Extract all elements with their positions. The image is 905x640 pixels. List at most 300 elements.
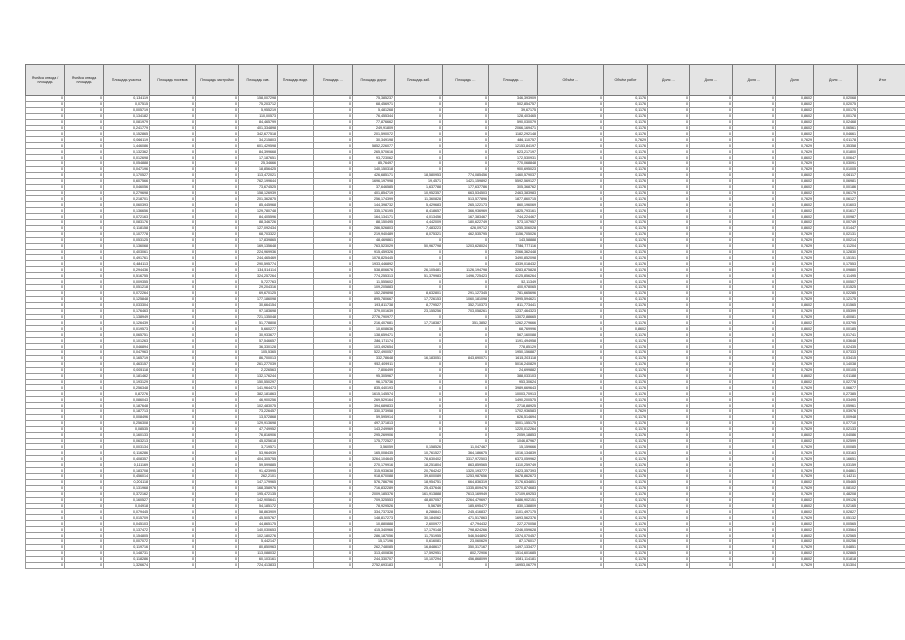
- table-cell[interactable]: 0: [196, 243, 239, 249]
- table-cell[interactable]: 0: [26, 385, 65, 391]
- table-cell[interactable]: 0: [648, 355, 690, 361]
- table-cell[interactable]: 0,02068: [814, 96, 858, 102]
- table-cell[interactable]: 0: [690, 149, 733, 155]
- table-cell[interactable]: 0: [443, 125, 489, 131]
- table-cell[interactable]: 0: [65, 503, 104, 509]
- table-cell[interactable]: 262,2101: [239, 474, 278, 480]
- table-cell[interactable]: 0: [538, 166, 604, 172]
- table-cell[interactable]: 0: [314, 367, 353, 373]
- table-cell[interactable]: 0,06179: [814, 190, 858, 196]
- table-cell[interactable]: 0: [150, 137, 196, 143]
- table-cell[interactable]: 0: [65, 113, 104, 119]
- table-cell[interactable]: 0: [26, 391, 65, 397]
- table-cell[interactable]: 0: [395, 385, 443, 391]
- table-cell[interactable]: 0: [150, 113, 196, 119]
- table-cell[interactable]: 1182,292148: [489, 131, 538, 137]
- table-cell[interactable]: 0: [150, 444, 196, 450]
- table-cell[interactable]: 0: [26, 503, 65, 509]
- table-cell[interactable]: 0,7629: [776, 444, 814, 450]
- table-cell[interactable]: 0,1176: [604, 149, 648, 155]
- column-header[interactable]: Площадь водн.: [278, 65, 314, 96]
- table-cell[interactable]: 0: [196, 503, 239, 509]
- table-cell[interactable]: 0: [65, 385, 104, 391]
- table-cell[interactable]: 0: [150, 491, 196, 497]
- table-cell[interactable]: 0: [26, 379, 65, 385]
- table-cell[interactable]: 8,418657: [395, 208, 443, 214]
- table-cell[interactable]: 93,723062: [353, 155, 395, 161]
- table-cell[interactable]: 0,7629: [776, 296, 814, 302]
- table-cell[interactable]: 167,383467: [443, 214, 489, 220]
- table-cell[interactable]: 0: [26, 290, 65, 296]
- table-cell[interactable]: 0: [648, 556, 690, 562]
- table-cell[interactable]: 0: [26, 367, 65, 373]
- table-cell[interactable]: 0: [314, 373, 353, 379]
- table-cell[interactable]: 0: [314, 184, 353, 190]
- table-cell[interactable]: 0,1176: [604, 261, 648, 267]
- table-cell[interactable]: 0: [733, 261, 776, 267]
- table-cell[interactable]: 0: [26, 491, 65, 497]
- table-cell[interactable]: 0: [690, 527, 733, 533]
- table-cell[interactable]: 245,416837: [443, 509, 489, 515]
- table-cell[interactable]: 0: [538, 155, 604, 161]
- table-cell[interactable]: 394,689833: [353, 403, 395, 409]
- table-cell[interactable]: 0,8602: [776, 107, 814, 113]
- table-cell[interactable]: 0: [648, 373, 690, 379]
- table-cell[interactable]: 0: [314, 113, 353, 119]
- table-cell[interactable]: 0: [196, 450, 239, 456]
- table-cell[interactable]: 84,399668: [239, 149, 278, 155]
- table-cell[interactable]: 0,1176: [604, 143, 648, 149]
- table-cell[interactable]: 0,8602: [776, 320, 814, 326]
- table-cell[interactable]: 0: [538, 338, 604, 344]
- table-cell[interactable]: 0: [26, 225, 65, 231]
- table-cell[interactable]: 0: [538, 367, 604, 373]
- table-cell[interactable]: 0: [26, 450, 65, 456]
- table-cell[interactable]: 0,484113: [104, 261, 150, 267]
- table-cell[interactable]: 16,183051: [395, 355, 443, 361]
- table-cell[interactable]: 0: [196, 426, 239, 432]
- table-cell[interactable]: 0: [690, 438, 733, 444]
- table-cell[interactable]: 0,1176: [604, 533, 648, 539]
- table-cell[interactable]: 0,09126: [814, 497, 858, 503]
- table-cell[interactable]: 17,187651: [239, 155, 278, 161]
- table-cell[interactable]: 0: [690, 285, 733, 291]
- table-cell[interactable]: 0: [443, 107, 489, 113]
- table-cell[interactable]: 388,033103: [489, 373, 538, 379]
- table-cell[interactable]: 0: [26, 426, 65, 432]
- table-cell[interactable]: 0,1176: [604, 474, 648, 480]
- table-cell[interactable]: 0,05132: [814, 515, 858, 521]
- table-cell[interactable]: 30,184062: [395, 515, 443, 521]
- table-cell[interactable]: 0: [690, 96, 733, 102]
- table-cell[interactable]: 0,04661: [814, 131, 858, 137]
- table-cell[interactable]: 0: [196, 155, 239, 161]
- table-cell[interactable]: 703,058261: [443, 308, 489, 314]
- table-cell[interactable]: 0,1176: [604, 521, 648, 527]
- table-cell[interactable]: 0: [538, 550, 604, 556]
- table-cell[interactable]: 0,7629: [776, 474, 814, 480]
- table-cell[interactable]: 0,01005: [814, 166, 858, 172]
- table-cell[interactable]: 0,03415: [814, 355, 858, 361]
- table-cell[interactable]: 0,1176: [604, 107, 648, 113]
- table-cell[interactable]: 0,1176: [604, 367, 648, 373]
- table-cell[interactable]: 0: [690, 556, 733, 562]
- table-cell[interactable]: 0: [150, 485, 196, 491]
- table-cell[interactable]: 0,8602: [776, 225, 814, 231]
- table-cell[interactable]: 0: [150, 160, 196, 166]
- table-cell[interactable]: 0: [150, 544, 196, 550]
- table-cell[interactable]: 0,1176: [604, 503, 648, 509]
- table-cell[interactable]: 0: [690, 107, 733, 113]
- table-cell[interactable]: 0,8602: [776, 302, 814, 308]
- table-cell[interactable]: 0: [733, 456, 776, 462]
- table-cell[interactable]: 0: [733, 178, 776, 184]
- table-cell[interactable]: 0: [65, 196, 104, 202]
- table-cell[interactable]: 0: [690, 243, 733, 249]
- table-cell[interactable]: 0: [648, 444, 690, 450]
- table-cell[interactable]: 0: [196, 214, 239, 220]
- table-cell[interactable]: 0: [395, 285, 443, 291]
- table-cell[interactable]: 0: [690, 231, 733, 237]
- table-cell[interactable]: 0: [196, 285, 239, 291]
- table-cell[interactable]: 172,530931: [489, 155, 538, 161]
- table-cell[interactable]: 59,599885: [239, 462, 278, 468]
- table-cell[interactable]: 0: [443, 285, 489, 291]
- table-cell[interactable]: 30,349198: [353, 137, 395, 143]
- table-cell[interactable]: 0,1176: [604, 196, 648, 202]
- table-cell[interactable]: 0: [733, 155, 776, 161]
- table-cell[interactable]: 0: [395, 125, 443, 131]
- table-cell[interactable]: 23,060629: [443, 538, 489, 544]
- table-cell[interactable]: 0: [648, 243, 690, 249]
- table-cell[interactable]: 0,1176: [604, 361, 648, 367]
- table-cell[interactable]: 0,7629: [776, 308, 814, 314]
- table-cell[interactable]: 0: [65, 450, 104, 456]
- table-cell[interactable]: 0: [65, 214, 104, 220]
- table-cell[interactable]: 1702,936583: [489, 409, 538, 415]
- table-cell[interactable]: 0: [314, 302, 353, 308]
- table-cell[interactable]: 1081,114181: [489, 556, 538, 562]
- table-cell[interactable]: 0: [196, 202, 239, 208]
- table-cell[interactable]: 0,033304: [104, 302, 150, 308]
- table-cell[interactable]: 0,7629: [776, 349, 814, 355]
- table-cell[interactable]: 109,205883: [353, 285, 395, 291]
- table-cell[interactable]: 0: [196, 290, 239, 296]
- table-cell[interactable]: 5592,569127: [489, 178, 538, 184]
- table-cell[interactable]: 0,1176: [604, 160, 648, 166]
- table-cell[interactable]: 0: [65, 237, 104, 243]
- table-cell[interactable]: 193,811738: [353, 302, 395, 308]
- table-cell[interactable]: 0,02285: [814, 290, 858, 296]
- table-cell[interactable]: 0: [648, 96, 690, 102]
- table-cell[interactable]: 0: [150, 178, 196, 184]
- table-cell[interactable]: 0: [395, 426, 443, 432]
- table-cell[interactable]: 0: [314, 237, 353, 243]
- table-cell[interactable]: 0: [733, 438, 776, 444]
- table-cell[interactable]: 0: [733, 397, 776, 403]
- table-cell[interactable]: 0: [648, 403, 690, 409]
- table-cell[interactable]: 0: [65, 231, 104, 237]
- table-cell[interactable]: 0: [733, 432, 776, 438]
- table-cell[interactable]: 2776,790977: [353, 314, 395, 320]
- table-cell[interactable]: 0,101263: [104, 338, 150, 344]
- table-cell[interactable]: 0,294436: [104, 267, 150, 273]
- table-cell[interactable]: 148,817273: [353, 515, 395, 521]
- table-cell[interactable]: 0: [443, 385, 489, 391]
- table-cell[interactable]: 0,1176: [604, 491, 648, 497]
- table-cell[interactable]: 0: [648, 125, 690, 131]
- table-cell[interactable]: 0: [150, 290, 196, 296]
- table-cell[interactable]: 0: [314, 391, 353, 397]
- table-cell[interactable]: 0,7629: [776, 166, 814, 172]
- table-cell[interactable]: 0,1176: [604, 131, 648, 137]
- table-cell[interactable]: 1825,793161: [489, 208, 538, 214]
- table-cell[interactable]: 0: [196, 125, 239, 131]
- table-cell[interactable]: 1,326674: [104, 562, 150, 568]
- table-cell[interactable]: 0: [314, 432, 353, 438]
- table-cell[interactable]: 0: [196, 273, 239, 279]
- table-cell[interactable]: 0,8602: [776, 131, 814, 137]
- table-cell[interactable]: 0: [648, 302, 690, 308]
- table-cell[interactable]: 835,440193: [353, 385, 395, 391]
- table-cell[interactable]: 0: [648, 527, 690, 533]
- table-cell[interactable]: 0: [538, 208, 604, 214]
- table-cell[interactable]: 25,34666: [239, 160, 278, 166]
- table-cell[interactable]: 0: [65, 172, 104, 178]
- table-cell[interactable]: 0,14211: [814, 474, 858, 480]
- table-cell[interactable]: 0: [690, 361, 733, 367]
- table-cell[interactable]: 1126,194798: [443, 267, 489, 273]
- table-cell[interactable]: 0,1176: [604, 113, 648, 119]
- table-cell[interactable]: 860,196069: [489, 202, 538, 208]
- table-cell[interactable]: 0: [150, 479, 196, 485]
- table-cell[interactable]: 0: [65, 166, 104, 172]
- table-cell[interactable]: 0: [150, 196, 196, 202]
- table-cell[interactable]: 0,1176: [604, 426, 648, 432]
- table-cell[interactable]: 0: [65, 474, 104, 480]
- table-cell[interactable]: 0: [65, 414, 104, 420]
- table-cell[interactable]: 60,103161: [239, 556, 278, 562]
- table-cell[interactable]: 0: [443, 373, 489, 379]
- table-cell[interactable]: 0: [150, 361, 196, 367]
- table-cell[interactable]: 0: [648, 137, 690, 143]
- table-cell[interactable]: 0: [65, 125, 104, 131]
- table-cell[interactable]: 0: [26, 237, 65, 243]
- table-cell[interactable]: 18,954751: [395, 479, 443, 485]
- table-cell[interactable]: 10,608636: [353, 326, 395, 332]
- table-cell[interactable]: 0,176463: [104, 308, 150, 314]
- table-cell[interactable]: 0: [314, 178, 353, 184]
- table-cell[interactable]: 0: [314, 426, 353, 432]
- table-cell[interactable]: 0: [648, 332, 690, 338]
- table-cell[interactable]: 0: [65, 497, 104, 503]
- table-cell[interactable]: 0: [690, 172, 733, 178]
- table-cell[interactable]: 0: [314, 385, 353, 391]
- table-cell[interactable]: 0: [690, 214, 733, 220]
- table-cell[interactable]: 5,56789: [395, 503, 443, 509]
- table-cell[interactable]: 0: [314, 456, 353, 462]
- table-cell[interactable]: 0: [65, 438, 104, 444]
- table-cell[interactable]: 0: [314, 338, 353, 344]
- table-cell[interactable]: 219,940489: [353, 231, 395, 237]
- table-cell[interactable]: 0: [538, 538, 604, 544]
- table-cell[interactable]: 0,1176: [604, 562, 648, 568]
- table-cell[interactable]: 0: [690, 208, 733, 214]
- table-cell[interactable]: 0,02468: [814, 119, 858, 125]
- table-cell[interactable]: 150,550297: [239, 379, 278, 385]
- table-cell[interactable]: 7,483223: [395, 225, 443, 231]
- table-cell[interactable]: [278, 562, 314, 568]
- table-cell[interactable]: 0: [65, 420, 104, 426]
- table-cell[interactable]: 265,570616: [353, 149, 395, 155]
- table-cell[interactable]: 0,1176: [604, 320, 648, 326]
- table-cell[interactable]: 0: [395, 338, 443, 344]
- table-cell[interactable]: 0: [538, 119, 604, 125]
- table-cell[interactable]: 1335,809476: [443, 485, 489, 491]
- table-cell[interactable]: 0: [150, 521, 196, 527]
- table-cell[interactable]: 0,51304: [814, 562, 858, 568]
- table-cell[interactable]: 0: [314, 214, 353, 220]
- table-cell[interactable]: 37,646585: [353, 184, 395, 190]
- table-cell[interactable]: 0,7629: [776, 344, 814, 350]
- table-cell[interactable]: 0,1176: [604, 349, 648, 355]
- column-header[interactable]: Площадь участка: [104, 65, 150, 96]
- table-cell[interactable]: 0: [443, 149, 489, 155]
- table-cell[interactable]: 1203,628024: [443, 243, 489, 249]
- table-cell[interactable]: 0: [26, 261, 65, 267]
- table-cell[interactable]: 401,854719: [353, 190, 395, 196]
- table-cell[interactable]: 0: [733, 196, 776, 202]
- table-cell[interactable]: 0: [314, 562, 353, 568]
- table-cell[interactable]: 0: [314, 296, 353, 302]
- table-cell[interactable]: 103,492654: [353, 344, 395, 350]
- table-cell[interactable]: 0: [314, 550, 353, 556]
- table-cell[interactable]: 0: [733, 166, 776, 172]
- table-cell[interactable]: 0: [196, 96, 239, 102]
- table-cell[interactable]: 0: [690, 533, 733, 539]
- table-cell[interactable]: 332,78648: [353, 355, 395, 361]
- table-cell[interactable]: 0: [443, 96, 489, 102]
- table-cell[interactable]: 2752,693183: [353, 562, 395, 568]
- table-cell[interactable]: 0: [314, 279, 353, 285]
- table-cell[interactable]: 0: [443, 414, 489, 420]
- table-cell[interactable]: 0,8602: [776, 556, 814, 562]
- table-cell[interactable]: 0: [443, 438, 489, 444]
- table-cell[interactable]: 0,137472: [104, 527, 150, 533]
- table-cell[interactable]: 0: [538, 503, 604, 509]
- table-cell[interactable]: 95,305967: [353, 373, 395, 379]
- table-cell[interactable]: 0: [648, 208, 690, 214]
- table-cell[interactable]: 0: [26, 178, 65, 184]
- table-cell[interactable]: 0,7629: [776, 261, 814, 267]
- table-cell[interactable]: 0,1176: [604, 332, 648, 338]
- table-cell[interactable]: 68,769996: [489, 326, 538, 332]
- table-cell[interactable]: 0,00186: [814, 184, 858, 190]
- table-cell[interactable]: 0,11495: [814, 273, 858, 279]
- table-cell[interactable]: 0,148731: [104, 550, 150, 556]
- table-cell[interactable]: 0: [196, 444, 239, 450]
- table-cell[interactable]: 0: [150, 302, 196, 308]
- table-cell[interactable]: 0: [26, 515, 65, 521]
- table-cell[interactable]: 1255,306028: [489, 225, 538, 231]
- table-cell[interactable]: 0: [690, 202, 733, 208]
- table-cell[interactable]: 0: [314, 497, 353, 503]
- table-cell[interactable]: 0: [648, 397, 690, 403]
- table-cell[interactable]: 0: [443, 409, 489, 415]
- table-cell[interactable]: 3,56059: [353, 444, 395, 450]
- table-cell[interactable]: 0: [690, 355, 733, 361]
- column-header[interactable]: Доля: [776, 65, 814, 96]
- table-cell[interactable]: 0,00214: [814, 237, 858, 243]
- table-cell[interactable]: 0: [26, 521, 65, 527]
- table-cell[interactable]: 0,1176: [604, 178, 648, 184]
- table-cell[interactable]: 0: [65, 261, 104, 267]
- table-cell[interactable]: 0: [538, 160, 604, 166]
- table-cell[interactable]: 0: [150, 432, 196, 438]
- table-cell[interactable]: [858, 562, 905, 568]
- table-cell[interactable]: 0,1176: [604, 101, 648, 107]
- table-cell[interactable]: 84,465799: [239, 119, 278, 125]
- table-cell[interactable]: 0,87276: [104, 391, 150, 397]
- table-cell[interactable]: 0: [538, 125, 604, 131]
- table-cell[interactable]: 0: [395, 160, 443, 166]
- table-cell[interactable]: 0,7629: [776, 338, 814, 344]
- table-cell[interactable]: 0,116286: [104, 450, 150, 456]
- table-cell[interactable]: 1262,279666: [489, 320, 538, 326]
- table-cell[interactable]: 0: [648, 361, 690, 367]
- table-cell[interactable]: 0: [314, 556, 353, 562]
- table-cell[interactable]: 0,125848: [104, 296, 150, 302]
- table-cell[interactable]: 830,138809: [489, 503, 538, 509]
- table-cell[interactable]: 3270,874683: [489, 485, 538, 491]
- table-cell[interactable]: 0: [395, 332, 443, 338]
- table-cell[interactable]: 0,04861: [814, 468, 858, 474]
- table-cell[interactable]: 20,764242: [395, 468, 443, 474]
- table-cell[interactable]: 0: [690, 562, 733, 568]
- table-cell[interactable]: 0: [26, 143, 65, 149]
- table-cell[interactable]: 0: [65, 344, 104, 350]
- table-cell[interactable]: 10,952357: [395, 190, 443, 196]
- table-cell[interactable]: 0: [65, 267, 104, 273]
- table-cell[interactable]: 0,1176: [604, 550, 648, 556]
- table-cell[interactable]: 0,7629: [776, 249, 814, 255]
- table-cell[interactable]: 0: [690, 379, 733, 385]
- table-cell[interactable]: 0,118158: [104, 225, 150, 231]
- table-cell[interactable]: 110,00573: [239, 113, 278, 119]
- table-cell[interactable]: 0: [538, 403, 604, 409]
- table-cell[interactable]: 0: [538, 349, 604, 355]
- table-cell[interactable]: 0: [65, 515, 104, 521]
- table-cell[interactable]: 0: [26, 444, 65, 450]
- table-cell[interactable]: 164,134171: [353, 214, 395, 220]
- table-cell[interactable]: 502,854757: [489, 101, 538, 107]
- table-cell[interactable]: 39,600089: [395, 474, 443, 480]
- table-cell[interactable]: 1078,825445: [353, 255, 395, 261]
- table-cell[interactable]: 0: [690, 397, 733, 403]
- table-cell[interactable]: 0: [443, 332, 489, 338]
- table-cell[interactable]: 0: [314, 308, 353, 314]
- table-cell[interactable]: 0: [26, 474, 65, 480]
- table-cell[interactable]: 0: [690, 131, 733, 137]
- table-cell[interactable]: 0: [314, 231, 353, 237]
- table-cell[interactable]: 0,01188: [814, 373, 858, 379]
- column-header[interactable]: Площадь …: [489, 65, 538, 96]
- table-cell[interactable]: 30,933677: [239, 332, 278, 338]
- table-cell[interactable]: 0,372162: [104, 491, 150, 497]
- table-cell[interactable]: 802,72906: [443, 550, 489, 556]
- table-cell[interactable]: 0: [648, 101, 690, 107]
- table-cell[interactable]: 0: [150, 125, 196, 131]
